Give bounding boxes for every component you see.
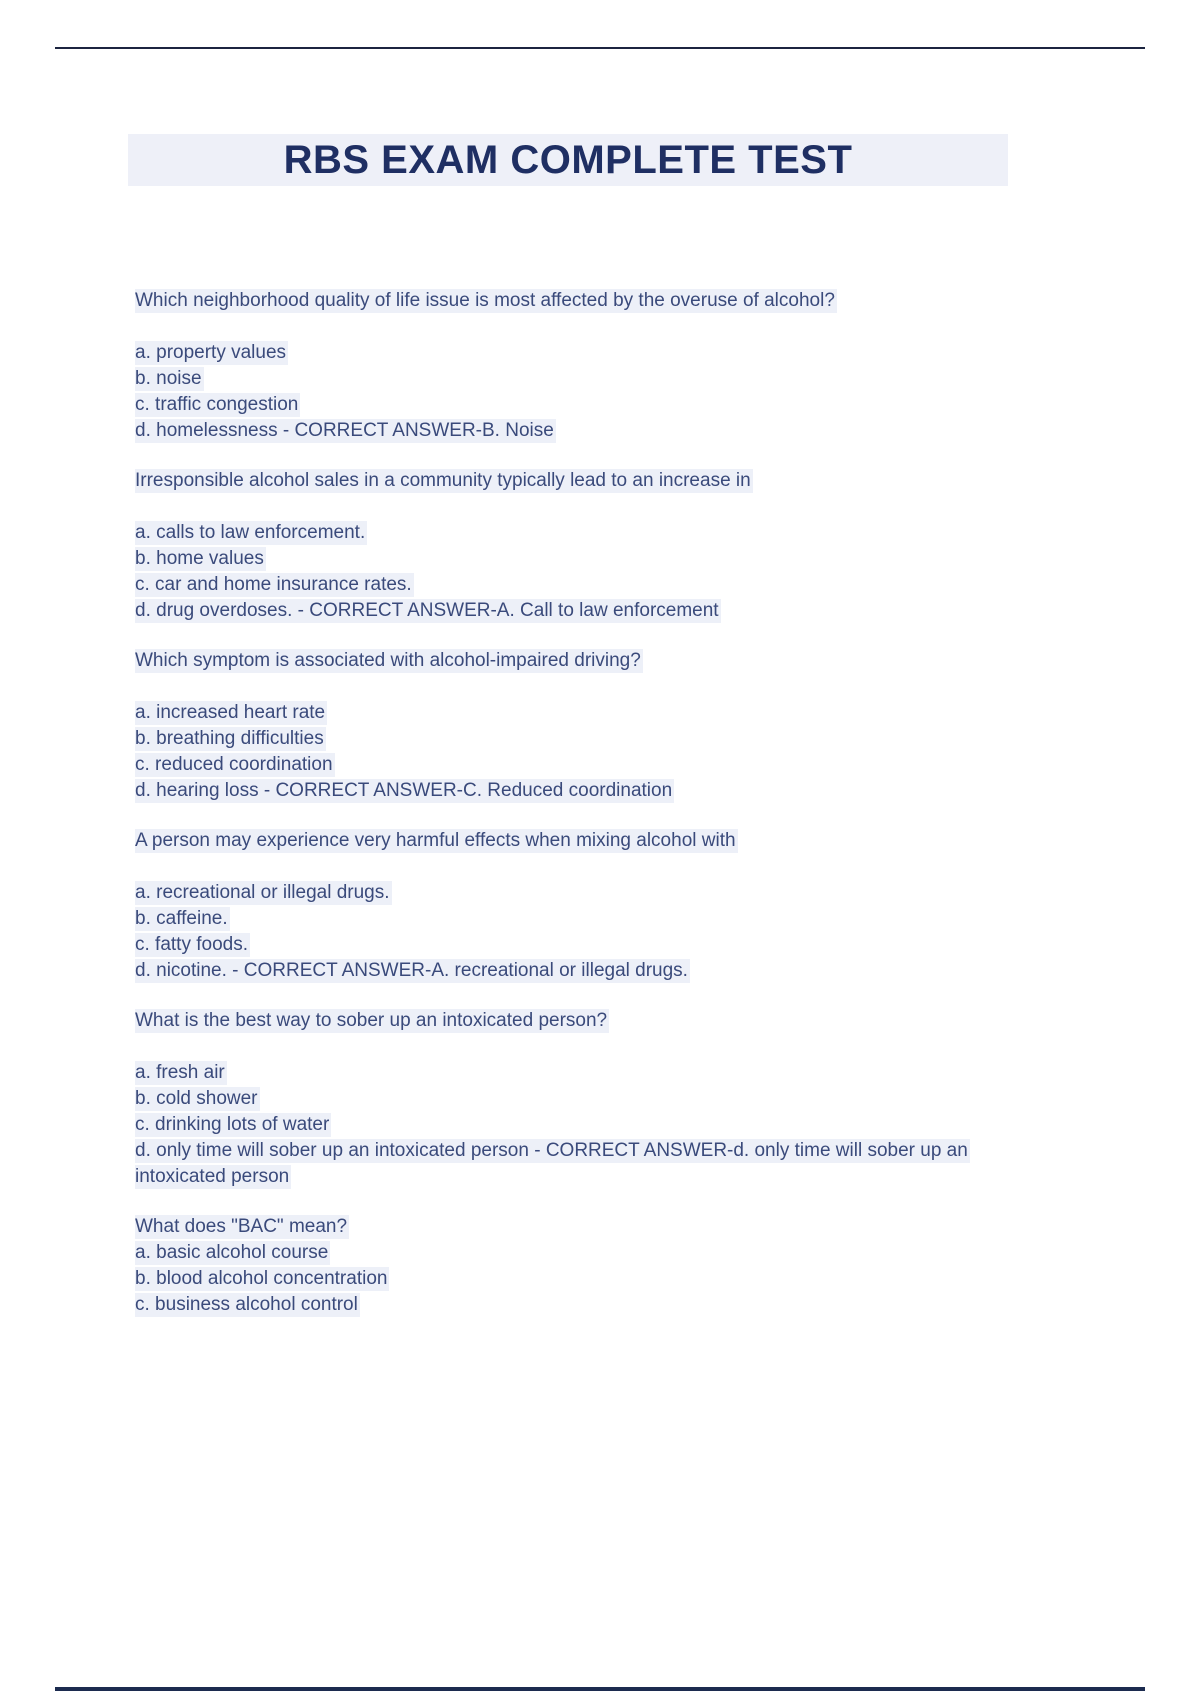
answer-option-text: b. home values xyxy=(135,548,264,569)
answer-option-line xyxy=(135,392,995,418)
answer-option-text: c. drinking lots of water xyxy=(135,1114,330,1135)
answer-option-line xyxy=(135,1240,995,1266)
answer-option-line xyxy=(135,572,995,598)
question-text: What does "BAC" mean? xyxy=(135,1216,348,1237)
answer-option-line xyxy=(135,1266,995,1292)
answer-option-text: d. hearing loss - CORRECT ANSWER-C. Reduced coordination xyxy=(135,780,673,801)
answer-option-line xyxy=(135,598,995,624)
answer-option-text: b. caffeine. xyxy=(135,908,228,929)
question-block xyxy=(135,1008,995,1190)
answer-option-text: b. breathing difficulties xyxy=(135,728,324,749)
answer-option-text: d. homelessness - CORRECT ANSWER-B. Noise xyxy=(135,420,554,441)
answer-option-text: c. reduced coordination xyxy=(135,754,333,775)
title-band xyxy=(128,134,1008,186)
answer-option-text: b. noise xyxy=(135,368,202,389)
answer-option-text: d. drug overdoses. - CORRECT ANSWER-A. Call to law enforcement xyxy=(135,600,719,621)
question-text: What is the best way to sober up an intoxicated person? xyxy=(135,1010,608,1031)
question-line xyxy=(135,468,995,494)
answer-option-line xyxy=(135,1060,995,1086)
answer-option-text: a. recreational or illegal drugs. xyxy=(135,882,390,903)
question-block xyxy=(135,468,995,624)
answer-option-text: a. property values xyxy=(135,342,287,363)
question-text: Which neighborhood quality of life issue is most affected by the overuse of alcohol? xyxy=(135,290,835,311)
answer-option-line xyxy=(135,906,995,932)
question-text: Irresponsible alcohol sales in a community typically lead to an increase in xyxy=(135,470,751,491)
question-text: Which symptom is associated with alcohol-impaired driving? xyxy=(135,650,641,671)
answer-option-line xyxy=(135,418,995,444)
answer-option-line xyxy=(135,1112,995,1138)
answer-option-text: a. fresh air xyxy=(135,1062,225,1083)
answer-option-line xyxy=(135,340,995,366)
question-line xyxy=(135,648,995,674)
answer-option-text: c. fatty foods. xyxy=(135,934,248,955)
answer-option-text: d. nicotine. - CORRECT ANSWER-A. recreational or illegal drugs. xyxy=(135,960,688,981)
answer-option-line xyxy=(135,1086,995,1112)
answer-option-text: a. increased heart rate xyxy=(135,702,326,723)
answer-option-text: b. blood alcohol concentration xyxy=(135,1268,388,1289)
answer-option-line xyxy=(135,958,995,984)
question-block xyxy=(135,1214,995,1318)
answer-option-line xyxy=(135,546,995,572)
top-divider xyxy=(55,47,1145,49)
answer-option-text: a. calls to law enforcement. xyxy=(135,522,366,543)
question-line xyxy=(135,828,995,854)
answer-option-line xyxy=(135,700,995,726)
answer-option-line xyxy=(135,726,995,752)
answer-option-text: a. basic alcohol course xyxy=(135,1242,329,1263)
answer-option-line xyxy=(135,1138,995,1190)
answer-option-line xyxy=(135,778,995,804)
answer-option-line xyxy=(135,1292,995,1318)
answer-option-line xyxy=(135,520,995,546)
question-text: A person may experience very harmful effects when mixing alcohol with xyxy=(135,830,736,851)
question-block xyxy=(135,288,995,444)
question-line xyxy=(135,1008,995,1034)
question-line xyxy=(135,288,995,314)
bottom-divider xyxy=(55,1687,1145,1691)
answer-option-text: b. cold shower xyxy=(135,1088,258,1109)
answer-option-text: d. only time will sober up an intoxicated person - CORRECT ANSWER-d. only time will sober up an intoxicated person xyxy=(135,1140,968,1187)
answer-option-line xyxy=(135,880,995,906)
question-block xyxy=(135,828,995,984)
answer-option-line xyxy=(135,932,995,958)
question-block xyxy=(135,648,995,804)
question-line xyxy=(135,1214,995,1240)
page-title: RBS EXAM COMPLETE TEST xyxy=(283,137,853,182)
questions-container xyxy=(135,288,995,1342)
answer-option-text: c. car and home insurance rates. xyxy=(135,574,412,595)
answer-option-line xyxy=(135,366,995,392)
answer-option-text: c. business alcohol control xyxy=(135,1294,358,1315)
answer-option-text: c. traffic congestion xyxy=(135,394,299,415)
answer-option-line xyxy=(135,752,995,778)
